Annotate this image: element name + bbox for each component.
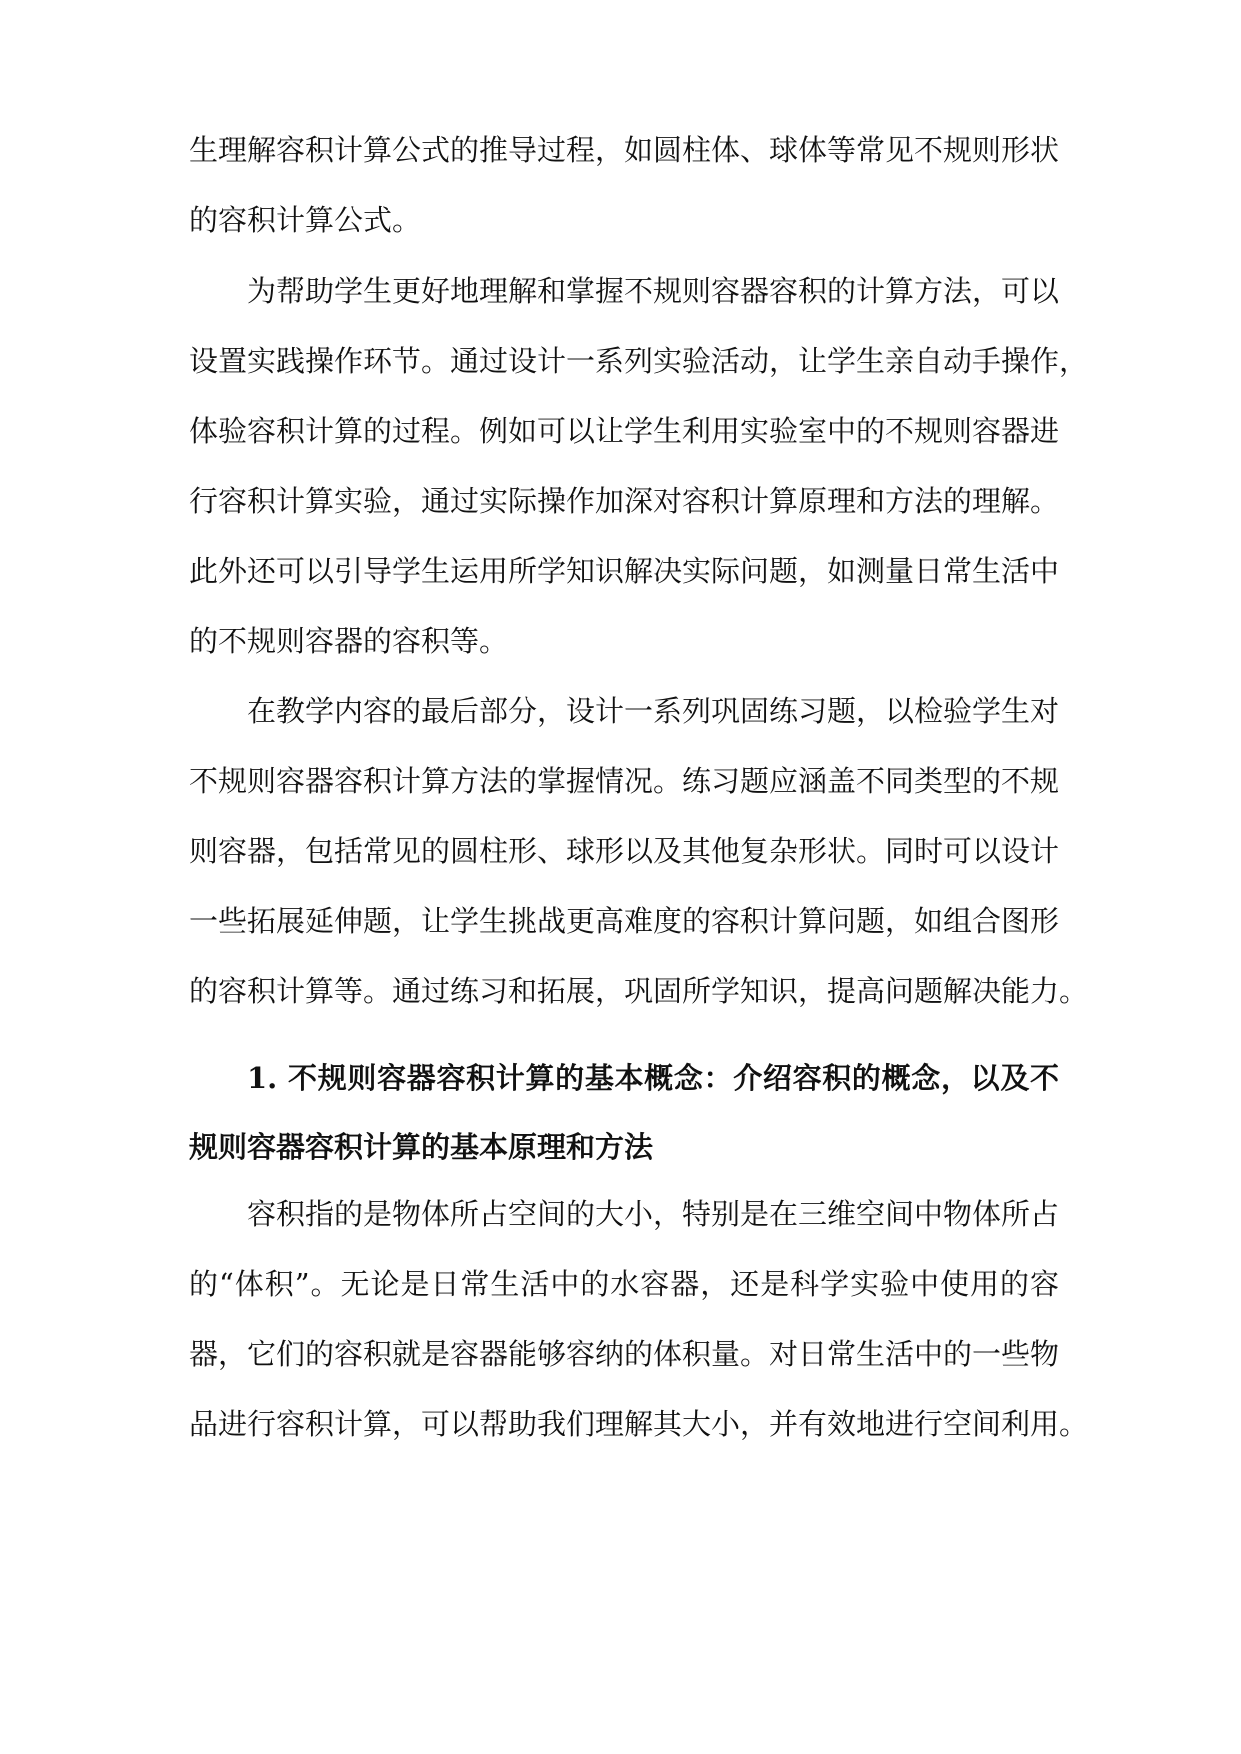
- paragraph-4-line-3: 器，它们的容积就是容器能够容纳的体积量。对日常生活中的一些物: [189, 1337, 1060, 1371]
- paragraph-1-line-2: 的容积计算公式。: [189, 203, 422, 237]
- paragraph-4-line-1: 容积指的是物体所占空间的大小，特别是在三维空间中物体所占: [247, 1197, 1060, 1231]
- paragraph-3-line-4: 一些拓展延伸题，让学生挑战更高难度的容积计算问题，如组合图形: [189, 904, 1060, 938]
- paragraph-2-line-6: 的不规则容器的容积等。: [189, 624, 509, 658]
- paragraph-2-line-4: 行容积计算实验，通过实际操作加深对容积计算原理和方法的理解。: [189, 484, 1060, 518]
- paragraph-2-line-5: 此外还可以引导学生运用所学知识解决实际问题，如测量日常生活中: [189, 554, 1060, 588]
- paragraph-4-line-4: 品进行容积计算，可以帮助我们理解其大小，并有效地进行空间利用。: [189, 1407, 1089, 1441]
- section-heading-line-1: 1. 不规则容器容积计算的基本概念：介绍容积的概念，以及不: [247, 1061, 1059, 1095]
- section-heading-line-2: 规则容器容积计算的基本原理和方法: [189, 1130, 654, 1164]
- paragraph-3-line-2: 不规则容器容积计算方法的掌握情况。练习题应涵盖不同类型的不规: [189, 764, 1060, 798]
- paragraph-3-line-1: 在教学内容的最后部分，设计一系列巩固练习题，以检验学生对: [247, 694, 1060, 728]
- paragraph-4-line-2: 的“体积”。无论是日常生活中的水容器，还是科学实验中使用的容: [189, 1267, 1059, 1301]
- paragraph-3-line-5: 的容积计算等。通过练习和拓展，巩固所学知识，提高问题解决能力。: [189, 974, 1089, 1008]
- paragraph-2-line-1: 为帮助学生更好地理解和掌握不规则容器容积的计算方法，可以: [247, 274, 1060, 308]
- paragraph-2-line-2: 设置实践操作环节。通过设计一系列实验活动，让学生亲自动手操作，: [189, 344, 1089, 378]
- paragraph-2-line-3: 体验容积计算的过程。例如可以让学生利用实验室中的不规则容器进: [189, 414, 1060, 448]
- paragraph-1-line-1: 生理解容积计算公式的推导过程，如圆柱体、球体等常见不规则形状: [189, 133, 1060, 167]
- paragraph-3-line-3: 则容器，包括常见的圆柱形、球形以及其他复杂形状。同时可以设计: [189, 834, 1060, 868]
